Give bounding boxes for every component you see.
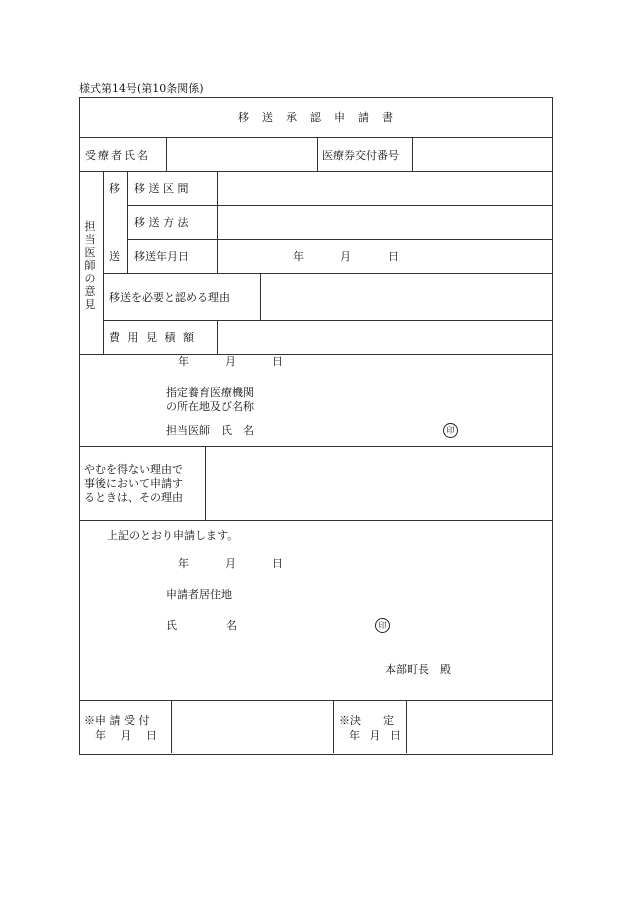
late-reason-line2: 事後において申請す [84, 477, 183, 490]
institution-label-line1: 指定養育医療機関 [166, 386, 254, 399]
doctor-date-day: 日 [272, 355, 283, 368]
patient-name-field[interactable] [167, 138, 316, 171]
doctor-date-month: 月 [225, 355, 236, 368]
divider [103, 171, 104, 354]
doctor-seal-icon: 印 [443, 423, 458, 438]
transfer-method-label: 移 送 方 法 [134, 216, 189, 229]
received-label-line2: 年 月 日 [95, 729, 157, 742]
cost-label: 費 用 見 積 額 [109, 331, 196, 344]
divider [127, 171, 128, 273]
transfer-route-field[interactable] [218, 172, 551, 205]
applicant-seal-icon: 印 [375, 618, 390, 633]
doctor-name-label: 担当医師 氏 名 [166, 424, 254, 437]
applicant-name-shi: 氏 [166, 619, 177, 632]
doctor-opinion-side-label: 担当医師の意見 [84, 220, 96, 311]
rule-opinion [79, 354, 552, 355]
rule-late [79, 520, 552, 521]
transfer-date-label: 移送年月日 [134, 250, 189, 263]
transfer-date-month: 月 [340, 250, 351, 263]
late-reason-line1: やむを得ない理由で [84, 463, 183, 476]
reason-field[interactable] [261, 274, 551, 320]
cost-field[interactable] [218, 321, 551, 354]
applicant-date-month: 月 [225, 557, 236, 570]
transfer-side-bottom: 送 [109, 250, 120, 263]
patient-name-label: 受療者氏名 [85, 149, 150, 162]
institution-label-line2: の所在地及び名称 [166, 400, 254, 413]
late-reason-field[interactable] [206, 447, 551, 520]
form-code: 様式第14号(第10条関係) [79, 82, 204, 95]
doctor-date-year: 年 [178, 355, 189, 368]
received-date-field[interactable] [172, 701, 332, 753]
applicant-date-day: 日 [272, 557, 283, 570]
addressee: 本部町長 殿 [385, 663, 451, 676]
form-title: 移 送 承 認 申 請 書 [238, 111, 394, 124]
transfer-side-top: 移 [109, 182, 120, 195]
applicant-date-year: 年 [178, 557, 189, 570]
divider [317, 137, 318, 171]
divider [333, 700, 334, 753]
transfer-method-field[interactable] [218, 206, 551, 239]
received-label-line1: ※申 請 受 付 [84, 714, 150, 727]
ticket-number-label: 医療券交付番号 [322, 149, 399, 162]
reason-label: 移送を必要と認める理由 [109, 291, 230, 304]
late-reason-line3: るときは、その理由 [84, 491, 183, 504]
transfer-route-label: 移 送 区 間 [134, 182, 189, 195]
transfer-date-year: 年 [293, 250, 304, 263]
applicant-name-mei: 名 [226, 619, 237, 632]
ticket-number-field[interactable] [413, 138, 551, 171]
decision-label-line1: ※決 定 [339, 714, 394, 727]
decision-label-line2: 年 月 日 [349, 729, 404, 742]
transfer-date-day: 日 [388, 250, 399, 263]
applicant-address-label: 申請者居住地 [166, 588, 232, 601]
applicant-statement: 上記のとおり申請します。 [107, 529, 239, 542]
transfer-date-field[interactable] [218, 240, 551, 273]
decision-date-field[interactable] [407, 701, 551, 753]
